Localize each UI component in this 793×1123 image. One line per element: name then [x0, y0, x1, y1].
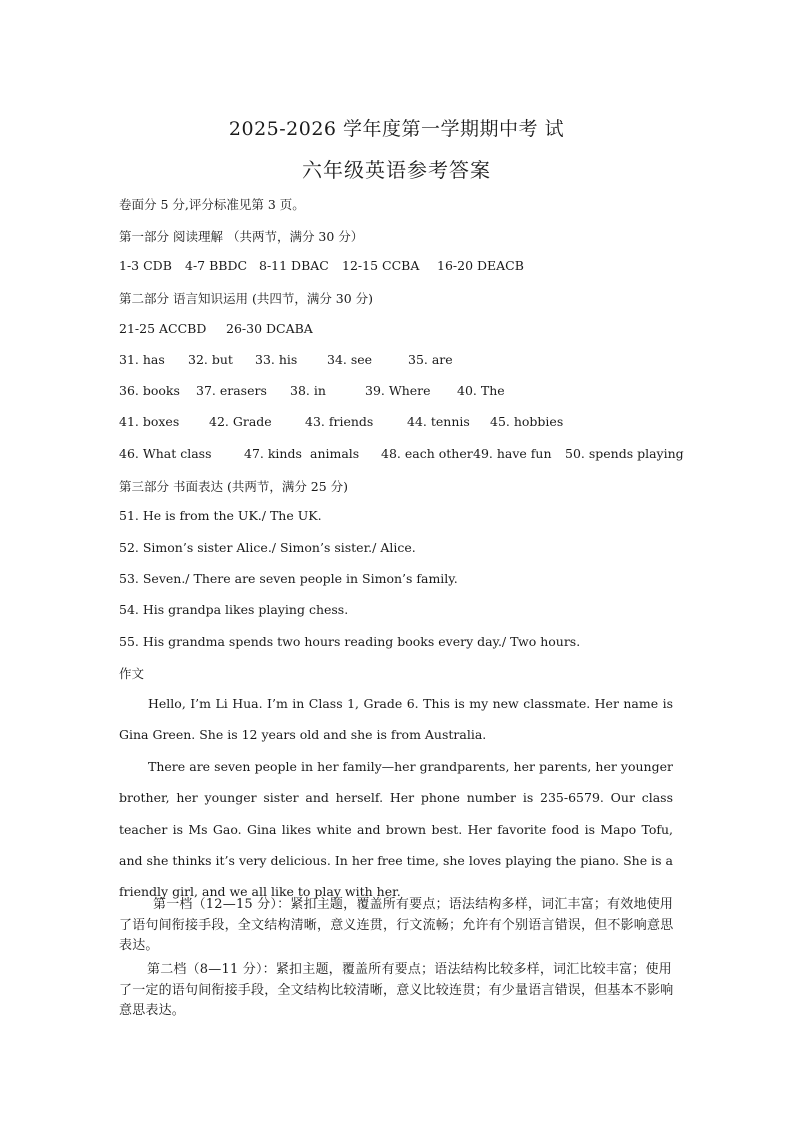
part2-answer: 26-30 DCABA [226, 321, 313, 336]
part2-answer: 43. friends [305, 414, 374, 429]
part2-answer: 36. books [119, 383, 180, 398]
part1-answer: 16-20 DEACB [437, 258, 524, 273]
part2-answer: 47. kinds [244, 446, 302, 461]
part3-answer: 52. Simon’s sister Alice./ Simon’s sister./ Alice. [119, 540, 416, 555]
rubric-level-2: 第二档（8—11 分）：紧扣主题，覆盖所有要点；语法结构比较多样，词汇比较丰富；使用了一定的语句间衔接手段，全文结构比较清晰，意义比较连贯；有少量语言错误，但基本不影响意思表达。 [119, 962, 674, 1018]
part2-answer: 46. What class [119, 446, 212, 461]
part3-answer: 55. His grandma spends two hours reading books every day./ Two hours. [119, 634, 581, 649]
part1-answer: 12-15 CCBA [342, 258, 420, 273]
part1-answer: 8-11 DBAC [259, 258, 329, 273]
part2-answer: 44. tennis [407, 414, 470, 429]
part2-answer: 21-25 ACCBD [119, 321, 207, 336]
part2-answer: 33. his [255, 352, 298, 367]
part1-heading: 第一部分 阅读理解 （共两节，满分 30 分） [119, 229, 364, 244]
score-note: 卷面分 5 分,评分标准见第 3 页。 [119, 197, 305, 212]
essay-paragraph: Hello, I’m Li Hua. I’m in Class 1, Grade 6. This is my new classmate. Her name is Gina Green. She is 12 years old and she is from Australia. [119, 696, 673, 743]
part2-answer: 45. hobbies [490, 414, 564, 429]
essay-paragraph: There are seven people in her family—her grandparents, her parents, her younger brother, her younger sister and herself. Her phone number is 235-6579. Our class teacher is Ms Gao. Gina likes white and brown best. Her favorite food is Mapo Tofu, and she thinks it’s very delicious. In her free time, she loves playing the piano. She is a friendly girl, and we all like to play with her. [119, 759, 673, 900]
part2-answer: animals [310, 446, 360, 461]
part3-answer: 51. He is from the UK./ The UK. [119, 508, 322, 523]
rubric-level-1: 第一档（12—15 分）：紧扣主题，覆盖所有要点；语法结构多样，词汇丰富；有效地使用了语句间衔接手段，全文结构清晰，意义连贯，行文流畅；允许有个别语言错误，但不影响意思表达。 [119, 897, 674, 953]
essay-label: 作文 [119, 666, 145, 681]
part2-answer: 39. Where [365, 383, 431, 398]
page-title: 2025-2026 学年度第一学期期中考 试 [228, 118, 565, 140]
page-subtitle: 六年级英语参考答案 [302, 158, 491, 182]
part3-answer: 53. Seven./ There are seven people in Simon’s family. [119, 571, 458, 586]
part3-answer: 54. His grandpa likes playing chess. [119, 602, 349, 617]
part2-answer: 35. are [408, 352, 453, 367]
part1-answer: 1-3 CDB [119, 258, 172, 273]
part2-answer: 48. each other [381, 446, 473, 461]
part2-answer: 49. have fun [473, 446, 552, 461]
part2-answer: 41. boxes [119, 414, 180, 429]
part2-answer: 42. Grade [209, 414, 272, 429]
part2-answer: 50. spends playing [565, 446, 684, 461]
part2-answer: 38. in [290, 383, 326, 398]
part2-answer: 31. has [119, 352, 165, 367]
part2-answer: 40. The [457, 383, 505, 398]
part3-heading: 第三部分 书面表达 (共两节，满分 25 分) [119, 479, 349, 494]
part2-answer: 34. see [327, 352, 373, 367]
part2-answer: 32. but [188, 352, 233, 367]
part1-answer: 4-7 BBDC [185, 258, 248, 273]
part2-answer: 37. erasers [196, 383, 267, 398]
part2-heading: 第二部分 语言知识运用 (共四节，满分 30 分) [119, 291, 374, 306]
